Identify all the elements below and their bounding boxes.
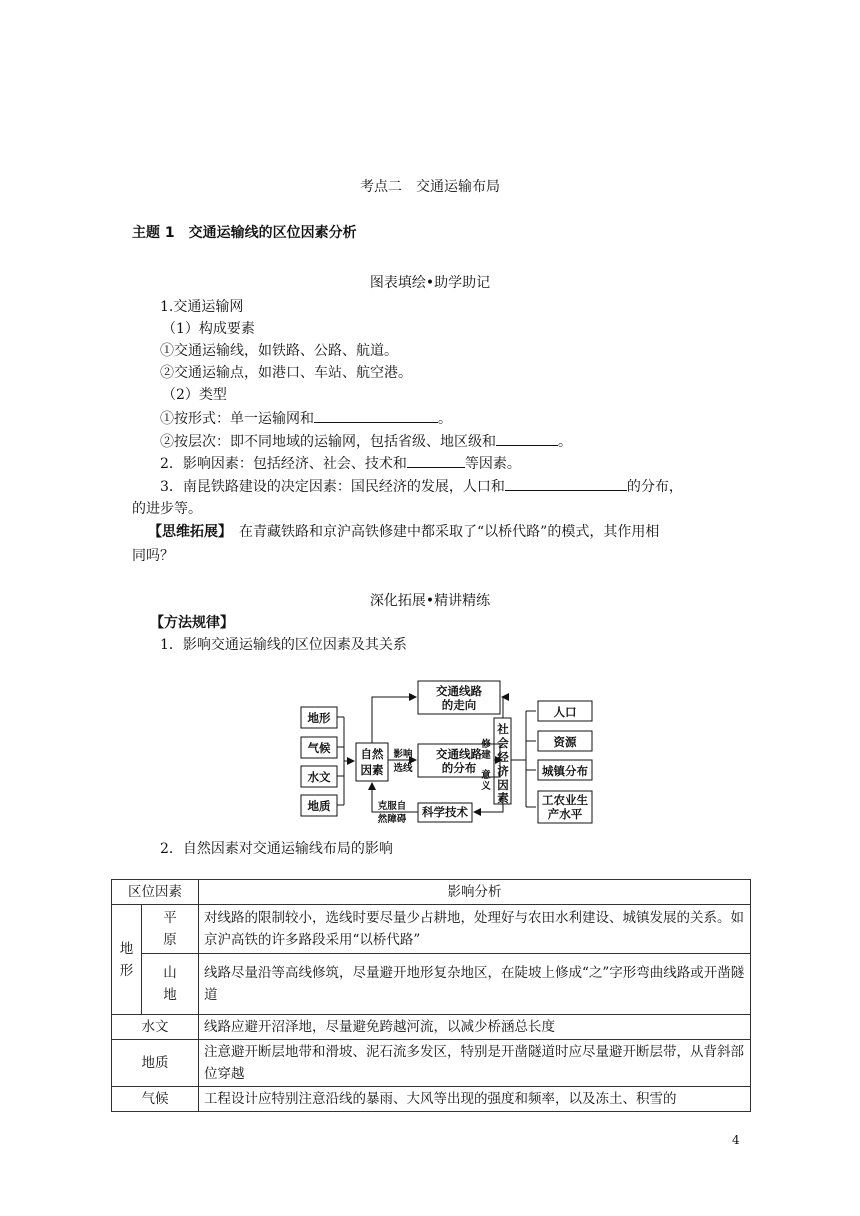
text-line: （2）类型 <box>162 387 227 403</box>
factor-table <box>111 879 751 1112</box>
label-meaning: 意 <box>481 770 491 781</box>
page-title: 考点二 交通运输布局 <box>360 179 500 195</box>
label-climate: 气候 <box>307 741 331 755</box>
factor-suffix: 等因素。 <box>464 456 521 472</box>
factor-prefix: 2．影响因素：包括经济、社会、技术和 <box>160 456 407 472</box>
terrain-cell <box>112 905 142 1015</box>
label-urban: 城镇分布 <box>542 764 588 778</box>
label-route-direction: 的走向 <box>441 698 477 712</box>
table-row <box>112 1015 751 1040</box>
text-line: （1）构成要素 <box>162 321 255 337</box>
method-label: 【方法规律】 <box>150 615 234 631</box>
label-overcome: 克服自 <box>377 801 407 812</box>
text-line: ①交通运输线，如铁路、公路、航道。 <box>160 343 398 359</box>
label-social: 因 <box>497 778 509 792</box>
plain-char: 平 <box>163 910 177 926</box>
table-row <box>112 1040 751 1087</box>
think-text: 在青藏铁路和京沪高铁修建中都采取了“以桥代路”的模式，其作用相 <box>225 524 660 540</box>
table-header: 影响分析 <box>199 880 751 905</box>
think-line2: 同吗？ <box>132 548 174 564</box>
geology-text: 注意避开断层地带和滑坡、泥石流多发区，特别是开凿隧道时应尽量避开断层带，从背斜部位穿越 <box>199 1040 751 1087</box>
climate-text: 工程设计应特别注意沿线的暴雨、大风等出现的强度和频率，以及冻土、积雪的 <box>199 1087 751 1112</box>
label-hydrology: 水文 <box>307 770 331 784</box>
type1-prefix: ①按形式：单一运输网和 <box>160 411 314 427</box>
item1: 1．影响交通运输线的区位因素及其关系 <box>160 637 407 653</box>
type2-prefix: ②按层次：即不同地域的运输网，包括省级、地区级和 <box>160 434 496 450</box>
label-natural: 因素 <box>360 763 384 777</box>
label-influence: 影响 <box>393 749 413 760</box>
label-influence: 选线 <box>393 763 413 774</box>
terrain-char: 地 <box>119 940 134 957</box>
label-social: 素 <box>497 791 509 805</box>
mountain-text: 线路尽量沿等高线修筑，尽量避开地形复杂地区，在陡坡上修成“之”字形弯曲线路或开凿隧道 <box>199 954 751 1015</box>
item2: 2．自然因素对交通运输线布局的影响 <box>160 841 393 857</box>
nk-prefix: 3．南昆铁路建设的决定因素：国民经济的发展，人口和 <box>160 479 505 495</box>
hydro-cell: 水文 <box>112 1015 199 1040</box>
table-row <box>112 954 751 1015</box>
plain-text: 对线路的限制较小，选线时要尽量少占耕地，处理好与农田水利建设、城镇发展的关系。如京沪高铁的许多路段采用“以桥代路” <box>199 905 751 954</box>
label-build: 修 <box>481 739 491 750</box>
type2-suffix: 。 <box>558 434 572 450</box>
label-route-direction: 交通线路 <box>436 684 482 698</box>
label-terrain: 地形 <box>307 711 331 725</box>
section2-heading: 深化拓展•精讲精练 <box>369 593 491 609</box>
label-route-distribution: 的分布 <box>441 761 477 775</box>
label-geology: 地质 <box>307 799 331 813</box>
label-industry: 产水平 <box>547 807 583 821</box>
section1-heading: 图表填绘•助学助记 <box>369 275 491 291</box>
label-meaning: 义 <box>481 781 491 792</box>
table-row <box>112 1087 751 1112</box>
nk-line2: 的进步等。 <box>132 501 202 517</box>
label-resources: 资源 <box>553 735 577 749</box>
mountain-char: 山 <box>163 965 177 981</box>
plain-char: 原 <box>163 932 177 948</box>
label-social: 经 <box>497 750 509 764</box>
plain-cell <box>142 905 199 954</box>
label-build: 建 <box>481 750 491 761</box>
table-header: 区位因素 <box>112 880 199 905</box>
text-line: ②交通运输点，如港口、车站、航空港。 <box>160 365 412 381</box>
nk-suffix: 的分布， <box>626 479 683 495</box>
hydro-text: 线路应避开沼泽地，尽量避免跨越河流，以减少桥涵总长度 <box>199 1015 751 1040</box>
label-overcome: 然障碍 <box>377 814 407 825</box>
mountain-char: 地 <box>163 987 177 1003</box>
label-population: 人口 <box>553 705 577 719</box>
label-science: 科学技术 <box>422 805 468 819</box>
label-natural: 自然 <box>360 747 384 761</box>
table-row <box>112 905 751 954</box>
label-social: 济 <box>497 764 509 778</box>
label-social: 会 <box>497 736 509 750</box>
climate-cell: 气候 <box>112 1087 199 1112</box>
think-label: 【思维拓展】 <box>148 524 225 540</box>
page-number: 4 <box>732 1133 740 1147</box>
topic-heading: 主题 1 交通运输线的区位因素分析 <box>132 225 357 241</box>
label-social: 社 <box>497 722 509 736</box>
label-industry: 工农业生 <box>542 793 588 807</box>
table-row <box>112 880 751 905</box>
geology-cell: 地质 <box>112 1040 199 1087</box>
type1-suffix: 。 <box>438 411 452 427</box>
label-route-distribution: 交通线路 <box>436 747 482 761</box>
mountain-cell <box>142 954 199 1015</box>
text-line: 1.交通运输网 <box>160 299 244 315</box>
terrain-char: 形 <box>119 962 134 979</box>
